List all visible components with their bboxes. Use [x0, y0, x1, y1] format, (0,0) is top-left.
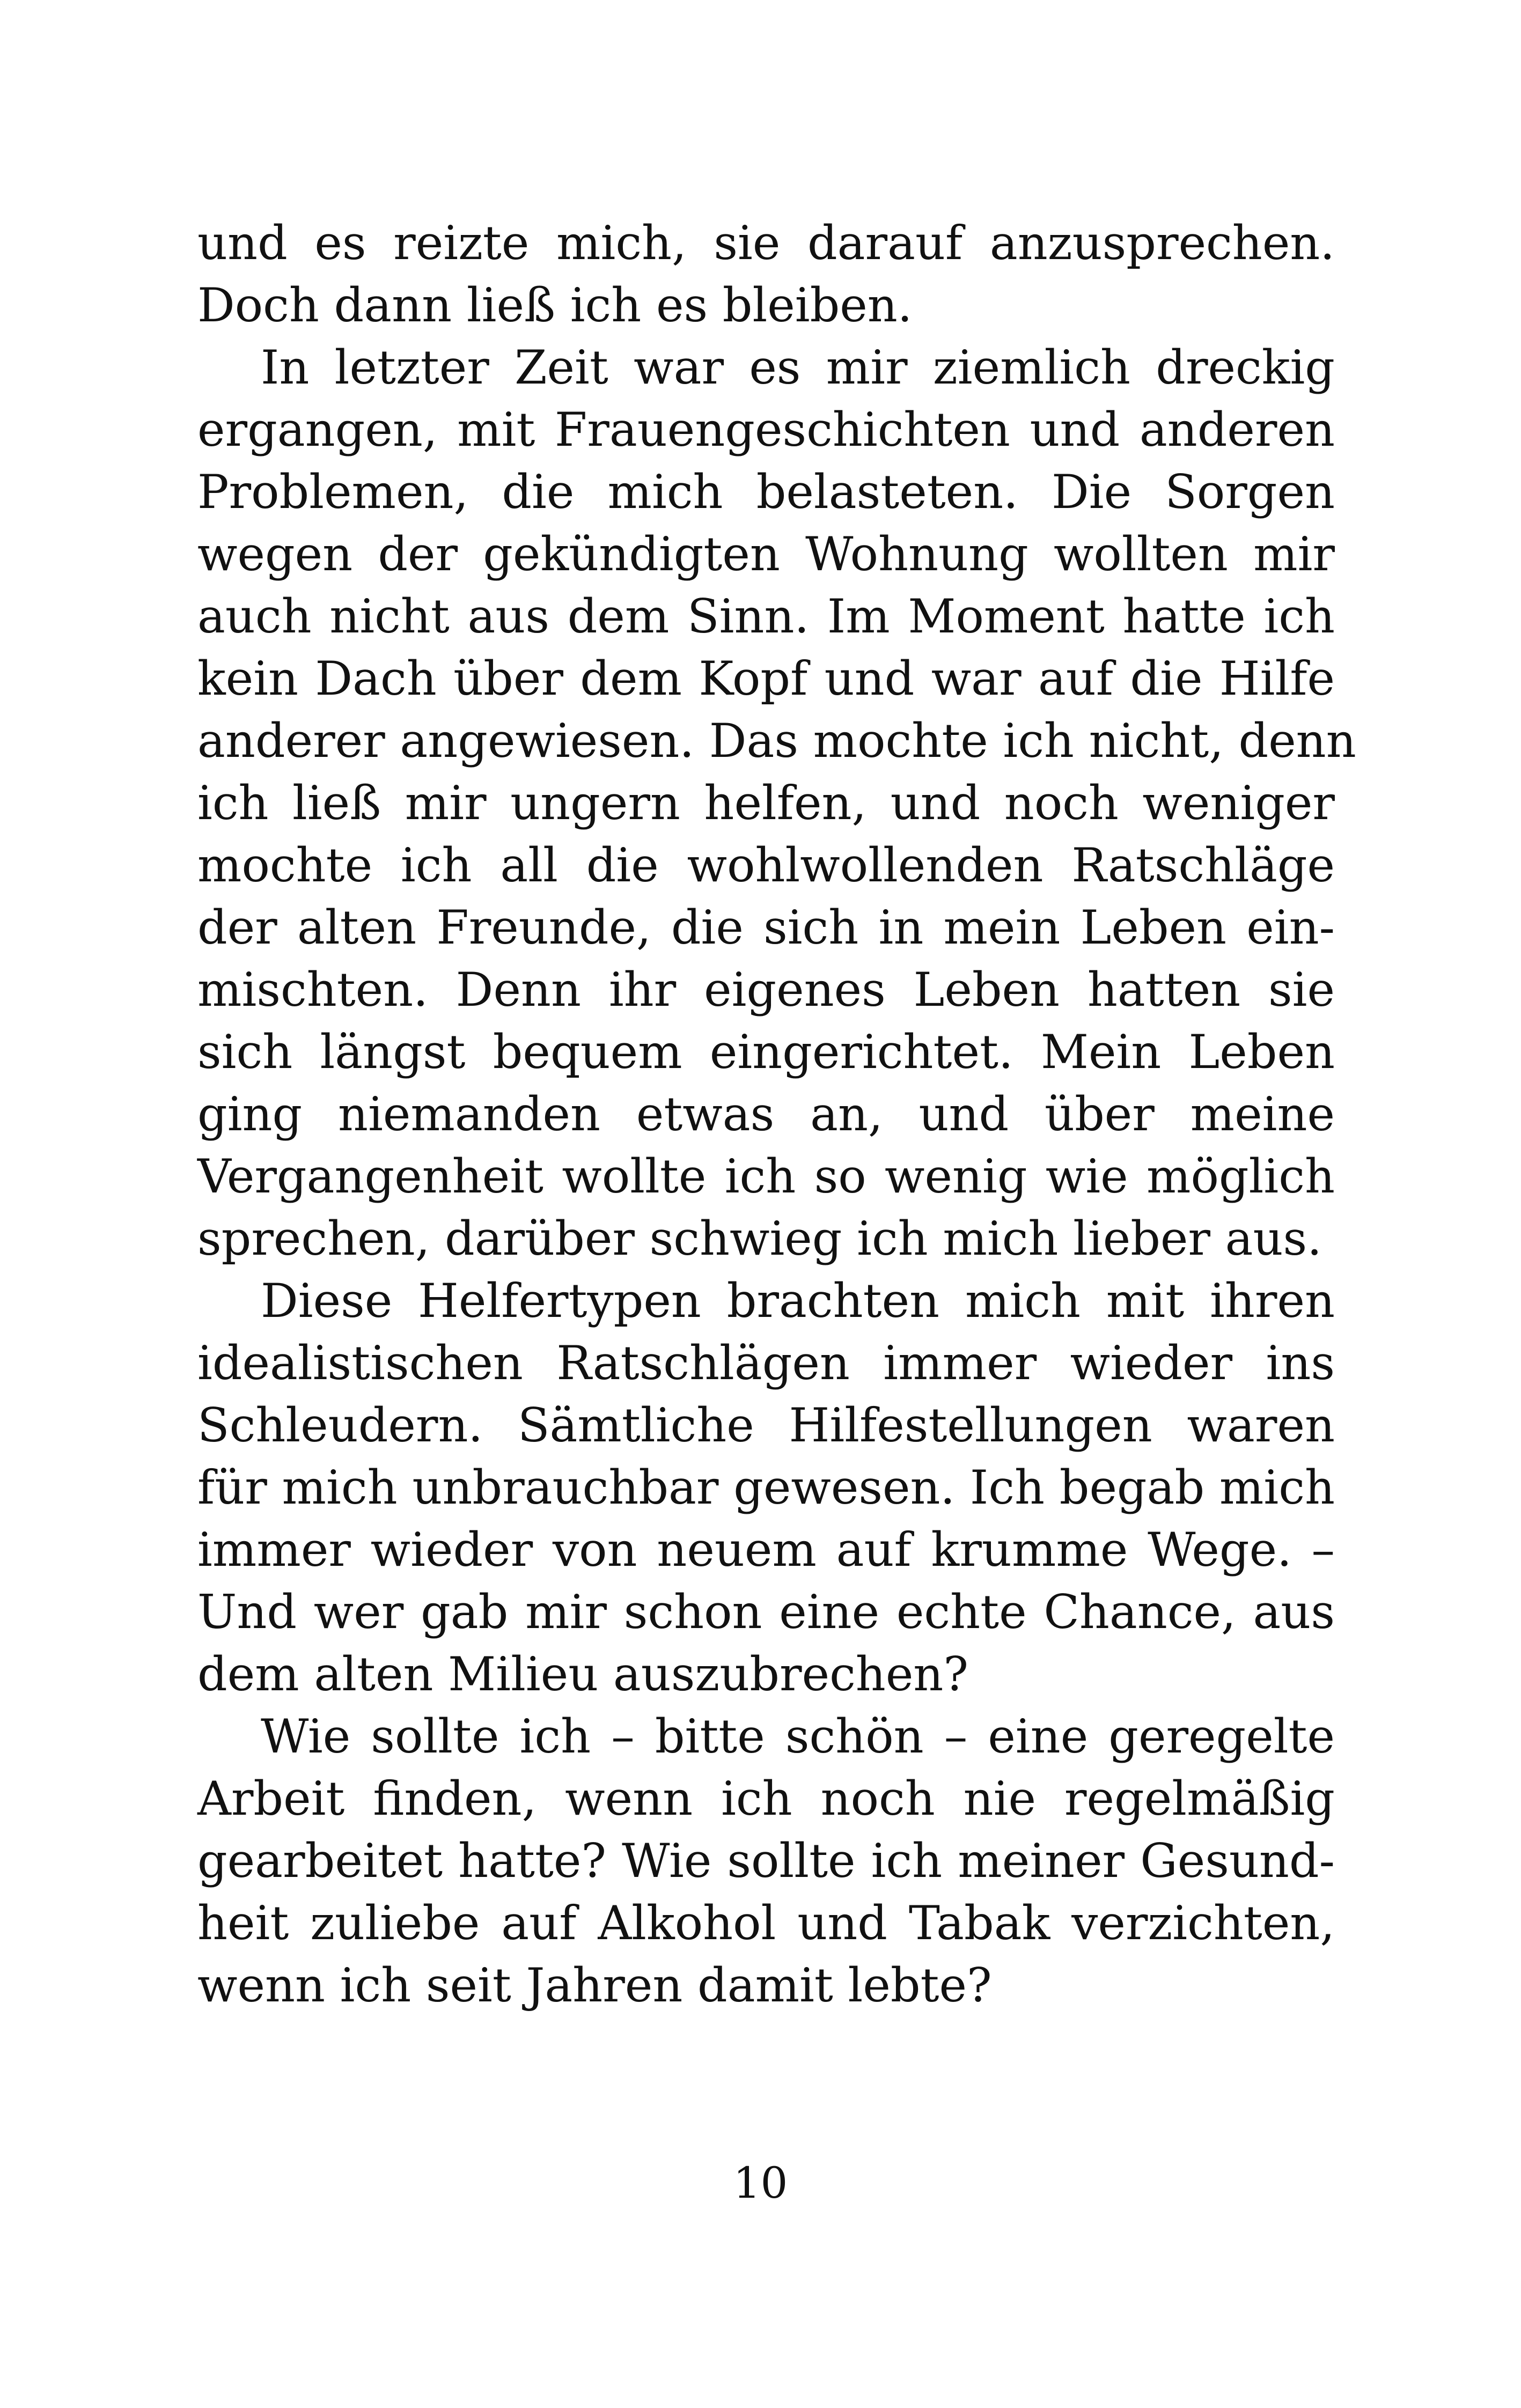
text-line: und es reizte mich, sie darauf anzusprechen.: [197, 216, 1335, 270]
text-line: mischten. Denn ihr eigenes Leben hatten sie: [197, 962, 1335, 1017]
text-line: Doch dann ließ ich es bleiben.: [197, 278, 913, 333]
text-line: mochte ich all die wohlwollenden Ratschläge: [197, 838, 1335, 893]
body-text: [197, 212, 1356, 2016]
text-line: heit zuliebe auf Alkohol und Tabak verzichten,: [197, 1896, 1335, 1950]
text-line: idealistischen Ratschlägen immer wieder ins: [197, 1336, 1335, 1390]
text-line: sich längst bequem eingerichtet. Mein Leben: [197, 1025, 1335, 1079]
text-line: ergangen, mit Frauengeschichten und anderen: [197, 402, 1335, 457]
paragraph-first-line: In letzter Zeit war es mir ziemlich dreckig: [261, 340, 1335, 395]
text-line: auch nicht aus dem Sinn. Im Moment hatte ich: [197, 589, 1335, 644]
text-line: immer wieder von neuem auf krumme Wege. –: [197, 1522, 1335, 1577]
text-line: dem alten Milieu auszubrechen?: [197, 1647, 968, 1702]
text-line: sprechen, darüber schwieg ich mich lieber aus.: [197, 1211, 1322, 1266]
text-line: Problemen, die mich belasteten. Die Sorgen: [197, 465, 1335, 519]
text-line: wenn ich seit Jahren damit lebte?: [197, 1958, 992, 2013]
text-line: gearbeitet hatte? Wie sollte ich meiner Gesund-: [197, 1833, 1335, 1888]
paragraph-first-line: Diese Helfertypen brachten mich mit ihren: [261, 1273, 1335, 1328]
text-line: kein Dach über dem Kopf und war auf die Hilfe: [197, 651, 1335, 706]
text-line: Und wer gab mir schon eine echte Chance, aus: [197, 1585, 1335, 1639]
text-line: ich ließ mir ungern helfen, und noch weniger: [197, 776, 1335, 830]
text-line: anderer angewiesen. Das mochte ich nicht, denn: [197, 713, 1356, 768]
text-line: ging niemanden etwas an, und über meine: [197, 1087, 1335, 1142]
text-line: Vergangenheit wollte ich so wenig wie möglich: [197, 1149, 1335, 1204]
text-line: Schleudern. Sämtliche Hilfestellungen waren: [197, 1398, 1335, 1453]
page-number: 10: [733, 2158, 788, 2208]
text-line: Arbeit finden, wenn ich noch nie regelmäßig: [197, 1771, 1335, 1826]
text-line: wegen der gekündigten Wohnung wollten mir: [197, 527, 1335, 581]
paragraph-first-line: Wie sollte ich – bitte schön – eine geregelte: [261, 1709, 1335, 1764]
text-line: der alten Freunde, die sich in mein Leben ein-: [197, 900, 1335, 955]
text-line: für mich unbrauchbar gewesen. Ich begab mich: [197, 1460, 1335, 1515]
